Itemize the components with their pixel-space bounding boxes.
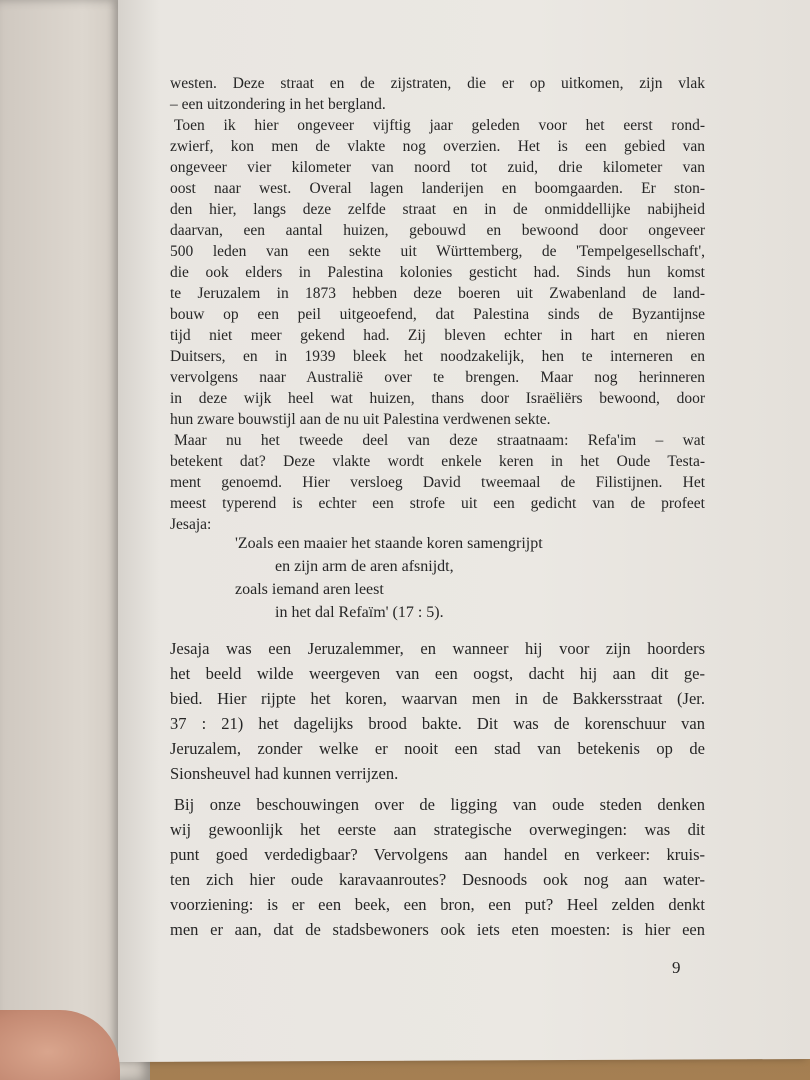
text-line: vervolgens naar Australië over te brengen. Maar nog herinneren	[170, 369, 705, 386]
text-line: bouw op een peil uitgeoefend, dat Palestina sinds de Byzantijnse	[170, 306, 705, 323]
text-line: Duitsers, en in 1939 bleek het noodzakelijk, hen te interneren en	[170, 348, 705, 365]
text-line: die ook elders in Palestina kolonies gesticht had. Sinds hun komst	[170, 264, 705, 281]
text-line: betekent dat? Deze vlakte wordt enkele keren in het Oude Testa-	[170, 453, 705, 470]
upper-text-block	[170, 73, 705, 535]
paragraph-1	[170, 73, 705, 115]
text-line: te Jeruzalem in 1873 hebben deze boeren uit Zwabenland de land-	[170, 285, 705, 302]
text-line: hun zware bouwstijl aan de nu uit Palestina verdwenen sekte.	[170, 411, 551, 428]
text-line: ongeveer vier kilometer van noord tot zuid, drie kilometer van	[170, 159, 705, 176]
text-line: punt goed verdedigbaar? Vervolgens aan handel en verkeer: kruis-	[170, 845, 705, 864]
text-line: – een uitzondering in het bergland.	[170, 96, 386, 113]
poem-line: in het dal Refaïm' (17 : 5).	[275, 604, 444, 621]
text-line: Jeruzalem, zonder welke er nooit een stad van betekenis op de	[170, 739, 705, 758]
text-line: ten zich hier oude karavaanroutes? Desnoods ook nog aan water-	[170, 870, 705, 889]
text-line: Maar nu het tweede deel van deze straatnaam: Refa'im – wat	[174, 432, 705, 449]
text-line: Jesaja was een Jeruzalemmer, en wanneer hij voor zijn hoorders	[170, 639, 705, 658]
paragraph-2	[170, 115, 705, 430]
text-line: Sionsheuvel had kunnen verrijzen.	[170, 764, 399, 783]
text-line: 37 : 21) het dagelijks brood bakte. Dit was de korenschuur van	[170, 714, 705, 733]
text-line: daarvan, een aantal huizen, gebouwd en bewoond door ongeveer	[170, 222, 705, 239]
poem-line: zoals iemand aren leest	[235, 581, 384, 598]
poem-line: en zijn arm de aren afsnijdt,	[275, 558, 454, 575]
text-line: Bij onze beschouwingen over de ligging van oude steden denken	[174, 795, 705, 814]
text-line: Jesaja:	[170, 516, 212, 533]
text-line: westen. Deze straat en de zijstraten, die er op uitkomen, zijn vlak	[170, 75, 705, 92]
text-line: 500 leden van een sekte uit Württemberg, de 'Tempelgesellschaft',	[170, 243, 705, 260]
lower-text-block	[170, 636, 705, 942]
paragraph-4	[170, 636, 705, 786]
text-line: zwierf, kon men de vlakte nog overzien. Het is een gebied van	[170, 138, 705, 155]
text-line: voorziening: is er een beek, een bron, een put? Heel zelden denkt	[170, 895, 705, 914]
text-line: meest typerend is echter een strofe uit een gedicht van de profeet	[170, 495, 705, 512]
text-line: tijd niet meer gekend had. Zij bleven echter in hart en nieren	[170, 327, 705, 344]
text-line: in deze wijk heel wat huizen, thans door Israëliërs bewoond, door	[170, 390, 705, 407]
text-line: Toen ik hier ongeveer vijftig jaar geleden voor het eerst rond-	[174, 117, 705, 134]
text-line: bied. Hier rijpte het koren, waarvan men in de Bakkersstraat (Jer.	[170, 689, 705, 708]
poem-quote	[235, 532, 675, 624]
text-line: ment genoemd. Hier versloeg David tweemaal de Filistijnen. Het	[170, 474, 705, 491]
text-line: den hier, langs deze zelfde straat en in de onmiddellijke nabijheid	[170, 201, 705, 218]
text-line: het beeld wilde weergeven van een oogst, dacht hij aan dit ge-	[170, 664, 705, 683]
paragraph-5	[170, 792, 705, 942]
text-line: wij gewoonlijk het eerste aan strategische overwegingen: was dit	[170, 820, 705, 839]
text-line: oost naar west. Overal lagen landerijen en boomgaarden. Er ston-	[170, 180, 705, 197]
page-number: 9	[672, 958, 681, 977]
text-line: men er aan, dat de stadsbewoners ook iets eten moesten: is hier een	[170, 920, 705, 939]
poem-line: 'Zoals een maaier het staande koren samengrijpt	[235, 535, 543, 552]
paragraph-3	[170, 430, 705, 535]
